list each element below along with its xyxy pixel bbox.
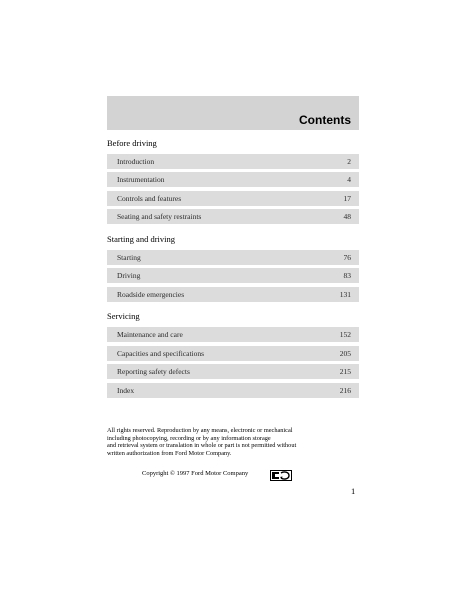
toc-item-seating-and-safety-restraints[interactable] — [107, 209, 359, 224]
legal-notice — [107, 427, 367, 457]
toc-item-roadside-emergencies[interactable] — [107, 287, 359, 302]
toc-item-page: 215 — [339, 367, 351, 376]
toc-item-label: Introduction — [117, 157, 155, 166]
toc-item-page: 4 — [347, 175, 351, 184]
toc-item-reporting-safety-defects[interactable] — [107, 364, 359, 379]
toc-item-page: 205 — [339, 349, 351, 358]
toc-item-page: 152 — [339, 330, 351, 339]
toc-item-maintenance-and-care[interactable] — [107, 327, 359, 342]
toc-item-introduction[interactable] — [107, 154, 359, 169]
toc-item-driving[interactable] — [107, 268, 359, 283]
legal-notice-line: All rights reserved. Reproduction by any means, electronic or mechanical — [107, 427, 293, 434]
toc-item-label: Reporting safety defects — [117, 367, 190, 376]
toc-item-label: Instrumentation — [117, 175, 165, 184]
toc-item-page: 83 — [343, 271, 351, 280]
toc-item-label: Controls and features — [117, 194, 182, 203]
toc-item-page: 216 — [339, 386, 351, 395]
toc-item-label: Driving — [117, 271, 141, 280]
toc-item-page: 131 — [339, 290, 351, 299]
section-heading-before-driving: Before driving — [107, 138, 157, 148]
toc-item-index[interactable] — [107, 383, 359, 398]
toc-item-starting[interactable] — [107, 250, 359, 265]
toc-item-capacities-and-specifications[interactable] — [107, 346, 359, 361]
toc-item-label: Maintenance and care — [117, 330, 183, 339]
contents-header-band — [107, 96, 359, 130]
toc-item-page: 48 — [343, 212, 351, 221]
toc-item-label: Roadside emergencies — [117, 290, 185, 299]
toc-item-controls-and-features[interactable] — [107, 191, 359, 206]
page-number: 1 — [351, 486, 356, 496]
toc-item-page: 17 — [343, 194, 351, 203]
page-title: Contents — [299, 113, 351, 127]
toc-item-instrumentation[interactable] — [107, 172, 359, 187]
toc-item-page: 2 — [347, 157, 351, 166]
toc-item-label: Capacities and specifications — [117, 349, 205, 358]
recycle-logo-icon — [270, 468, 292, 479]
legal-notice-line: and retrieval system or translation in whole or part is not permitted without — [107, 442, 297, 450]
toc-item-label: Index — [117, 386, 135, 395]
toc-item-page: 76 — [343, 253, 351, 262]
toc-item-label: Starting — [117, 253, 141, 262]
toc-item-label: Seating and safety restraints — [117, 212, 202, 221]
legal-notice-line: written authorization from Ford Motor Company. — [107, 449, 232, 457]
section-heading-servicing: Servicing — [107, 311, 140, 321]
section-heading-starting-and-driving: Starting and driving — [107, 234, 175, 244]
legal-notice-line: including photocopying, recording or by any information storage — [107, 434, 271, 442]
copyright-notice: Copyright © 1997 Ford Motor Company — [142, 470, 249, 477]
